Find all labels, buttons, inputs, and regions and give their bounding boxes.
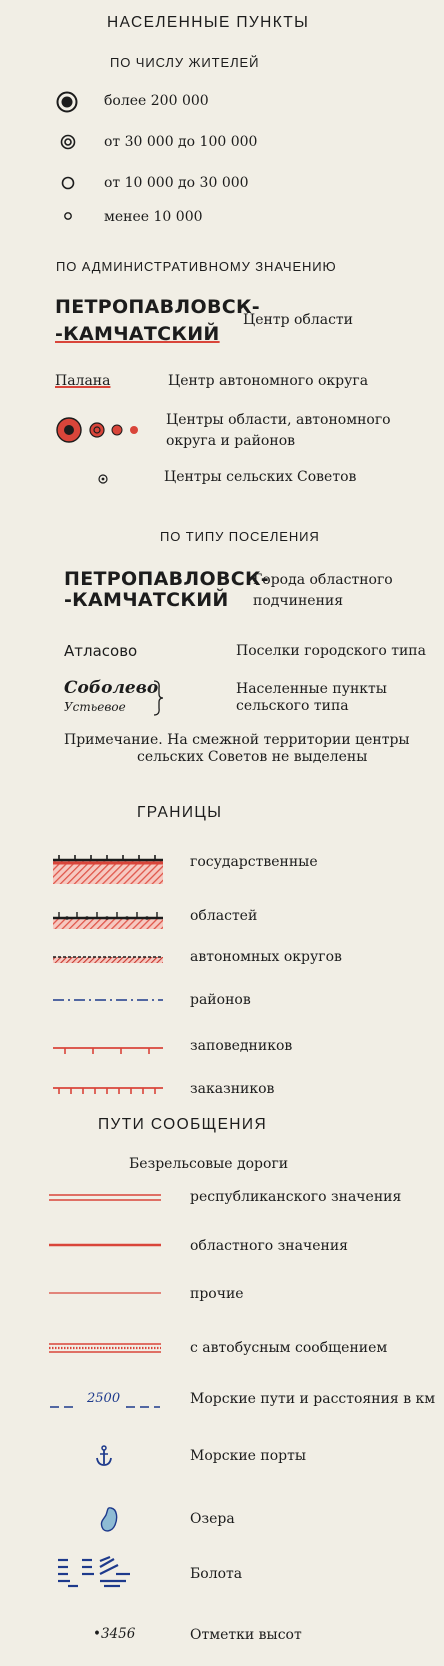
region-border-icon (53, 909, 165, 931)
state-border-icon (53, 855, 165, 887)
rural-desc-line1: Населенные пункты (236, 681, 387, 697)
border-sanctuary-label: заказников (190, 1081, 275, 1097)
border-state-label: государственные (190, 854, 318, 870)
ports-label: Морские порты (190, 1448, 306, 1464)
regional-road-icon (49, 1242, 163, 1248)
admin-city-name-line2: -КАМЧАТСКИЙ (55, 323, 220, 345)
population-30000-100000: от 30 000 до 100 000 (104, 134, 258, 150)
bus-road-icon (49, 1342, 163, 1354)
other-road-icon (49, 1290, 163, 1296)
road-bus-label: с автобусным сообщением (190, 1340, 388, 1356)
palana-label: Палана (55, 373, 111, 389)
elevation-label: Отметки высот (190, 1627, 302, 1643)
population-under-10000: менее 10 000 (104, 209, 203, 225)
lakes-label: Озера (190, 1511, 235, 1527)
village-councils-desc: Центры сельских Советов (164, 469, 357, 485)
city-large-icon (56, 91, 78, 113)
urban-settlement-label: Атласово (64, 642, 138, 660)
road-regional-label: областного значения (190, 1238, 349, 1254)
road-other-label: прочие (190, 1286, 244, 1302)
rural-desc-line2: сельского типа (236, 698, 349, 714)
admin-city-desc: Центр области (243, 312, 353, 328)
rural-settlement-label-2: Устьевое (64, 700, 126, 714)
elevation-sample: •3456 (93, 1626, 136, 1642)
type-city-name-line2: -КАМЧАТСКИЙ (64, 589, 229, 611)
district-border-icon (53, 996, 165, 1004)
city-tiny-icon (63, 211, 73, 221)
by-type-title: ПО ТИПУ ПОСЕЛЕНИЯ (160, 529, 320, 544)
sea-routes-label: Морские пути и расстояния в км (190, 1391, 436, 1407)
by-population-title: ПО ЧИСЛУ ЖИТЕЛЕЙ (110, 55, 260, 70)
border-district-label: районов (190, 992, 251, 1008)
village-council-icon (97, 473, 109, 485)
borders-title: ГРАНИЦЫ (137, 804, 223, 821)
settlements-title: НАСЕЛЕННЫЕ ПУНКТЫ (107, 14, 310, 31)
brace-icon (152, 679, 164, 717)
admin-centers-desc-line1: Центры области, автономного (166, 412, 391, 428)
admin-city-name-line1: ПЕТРОПАВЛОВСК- (55, 296, 260, 318)
city-small-icon (61, 176, 75, 190)
sea-distance-label: 2500 (87, 1391, 121, 1406)
lake-icon (99, 1506, 119, 1534)
population-over-200000: более 200 000 (104, 93, 209, 109)
note-line2: сельских Советов не выделены (137, 749, 368, 765)
republic-road-icon (49, 1193, 163, 1203)
roads-subtitle: Безрельсовые дороги (129, 1156, 289, 1172)
road-republic-label: республиканского значения (190, 1189, 402, 1205)
type-city-name-line1: ПЕТРОПАВЛОВСК- (64, 568, 269, 590)
sanctuary-border-icon (53, 1083, 165, 1097)
population-10000-30000: от 10 000 до 30 000 (104, 175, 249, 191)
palana-desc: Центр автономного округа (168, 373, 369, 389)
by-admin-title: ПО АДМИНИСТРАТИВНОМУ ЗНАЧЕНИЮ (56, 259, 337, 274)
border-region-label: областей (190, 908, 258, 924)
admin-centers-desc-line2: округа и районов (166, 433, 296, 449)
type-city-desc-line2: подчинения (253, 593, 344, 609)
swamp-icon (56, 1555, 146, 1589)
border-autonomous-label: автономных округов (190, 949, 342, 965)
note-line1: Примечание. На смежной территории центры (64, 732, 410, 748)
autonomous-border-icon (53, 953, 165, 967)
admin-centers-icon (55, 416, 145, 444)
rural-settlement-label-1: Соболево (64, 678, 159, 698)
border-reserve-label: заповедников (190, 1038, 293, 1054)
swamps-label: Болота (190, 1566, 243, 1582)
urban-settlement-desc: Поселки городского типа (236, 643, 426, 659)
city-medium-icon (60, 134, 76, 150)
anchor-icon (95, 1445, 113, 1467)
routes-title: ПУТИ СООБЩЕНИЯ (98, 1116, 268, 1133)
type-city-desc-line1: Города областного (253, 572, 393, 588)
reserve-border-icon (53, 1040, 165, 1054)
